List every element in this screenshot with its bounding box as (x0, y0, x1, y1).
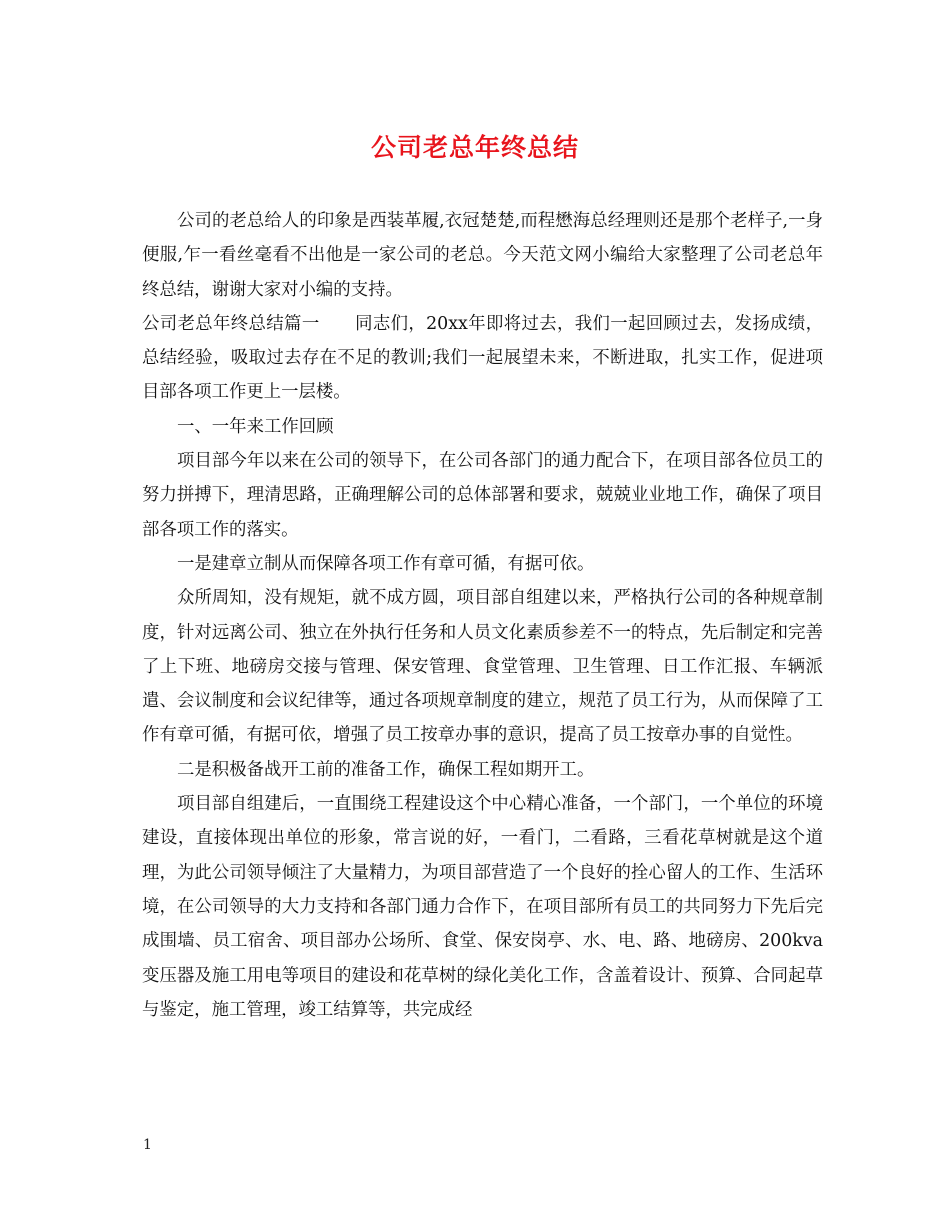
paragraph: 一是建章立制从而保障各项工作有章可循，有据可依。 (177, 553, 595, 574)
section-heading: 一、一年来工作回顾 (177, 416, 334, 437)
paragraph: 项目部今年以来在公司的领导下，在公司各部门的通力配合下，在项目部各位员工的努力拼搏下，理清思路，正确理解公司的总体部署和要求，兢兢业业地工作，确保了项目部各项工作的落实。 (142, 451, 823, 540)
paragraph: 公司老总年终总结篇一 同志们，20xx年即将过去，我们一起回顾过去，发扬成绩，总结经验，吸取过去存在不足的教训;我们一起展望未来，不断进取，扎实工作，促进项目部各项工作更上一层楼。 (142, 313, 823, 403)
document-body (142, 204, 823, 1027)
paragraph: 二是积极备战开工前的准备工作，确保工程如期开工。 (177, 759, 595, 780)
paragraph: 众所周知，没有规矩，就不成方圆，项目部自组建以来，严格执行公司的各种规章制度，针对远离公司、独立在外执行任务和人员文化素质参差不一的特点，先后制定和完善了上下班、地磅房交接与管理、保安管理、食堂管理、卫生管理、日工作汇报、车辆派遣、会议制度和会议纪律等，通过各项规章制度的建立，规范了员工行为，从而保障了工作有章可循，有据可依，增强了员工按章办事的意识，提高了员工按章办事的自觉性。 (142, 588, 823, 746)
document-title: 公司老总年终总结 (370, 133, 579, 162)
paragraph: 项目部自组建后，一直围绕工程建设这个中心精心准备，一个部门，一个单位的环境建设，直接体现出单位的形象，常言说的好，一看门，二看路，三看花草树就是这个道理，为此公司领导倾注了大量精力，为项目部营造了一个良好的拴心留人的工作、生活环境，在公司领导的大力支持和各部门通力合作下，在项目部所有员工的共同努力下先后完成围墙、员工宿舍、项目部办公场所、食堂、保安岗亭、水、电、路、地磅房、200kva变压器及施工用电等项目的建设和花草树的绿化美化工作，含盖着设计、预算、合同起草与鉴定，施工管理，竣工结算等，共完成经 (142, 794, 823, 1020)
paragraph: 公司的老总给人的印象是西装革履,衣冠楚楚,而程懋海总经理则还是那个老样子,一身便服,乍一看丝毫看不出他是一家公司的老总。今天范文网小编给大家整理了公司老总年终总结，谢谢大家对小编的支持。 (142, 211, 823, 300)
page-number: 1 (143, 1137, 152, 1153)
